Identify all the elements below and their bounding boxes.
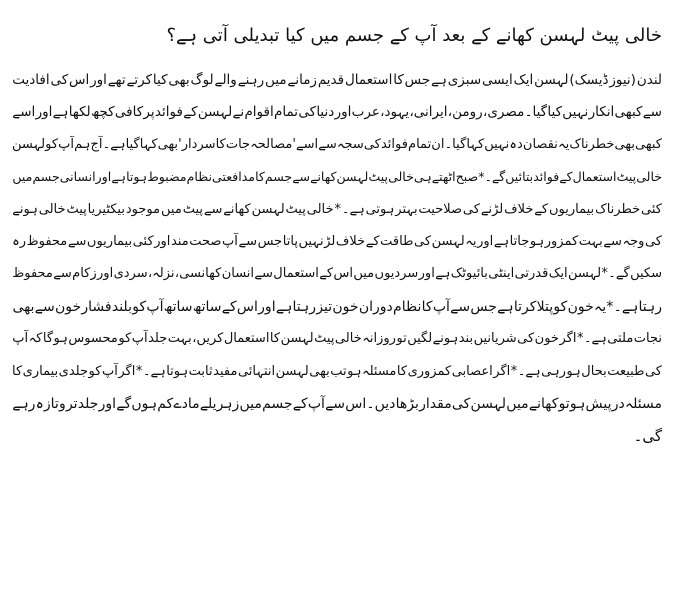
article-headline: خالی پیٹ لہسن کھانے کے بعد آپ کے جسم میں کیا تبدیلی آتی ہے؟ [166, 25, 662, 46]
article-line: سکیں گے۔ * لہسن ایک قدرتی اینٹی بائیوٹک ہے اور سردیوں میں اس کے استعمال سے انسان کھانسی، نزلہ، سردی اور زکام سے محفوظ [12, 266, 662, 282]
article-line: خالی پیٹ استعمال کے فوائد بتائیں گے۔ * صبح اٹھتے ہی خالی پیٹ لہسن کھانے سے جسم کا مدافعتی نظام مضبوط ہوتا ہے اور انسانی جسم میں [12, 169, 662, 185]
article-line: مسئلہ در پیش ہو تو کھانے میں لہسن کی مقدار بڑھا دیں۔ اس سے آپ کے جسم میں زہریلے مادے کم ہوں گے اور جلد تر و تازہ رہے [12, 395, 662, 412]
article-line: گی۔ [633, 427, 662, 446]
article-line: کی طبیعت بحال ہو رہی ہے۔ * اگر اعصابی کمزوری کا مسئلہ ہو تب بھی لہسن انتہائی مفید ثابت ہوتا ہے۔ * اگر آپ کو جلدی بیماری کا [12, 363, 662, 379]
article-line: رہتا ہے۔ * یہ خون کو پتلا کرتا ہے جس سے آپ کا نظام دوران خون تیز رہتا ہے اور اس کے ساتھ ساتھ آپ کو بلند فشار خون سے بھی [12, 298, 662, 315]
article-line: کبھی بھی خطرناک یہ نقصان دہ نہیں کہا گیا۔ ان تمام فوائد کی سجہ سے اسے 'مصالحہ جات کا سردار' بھی کہا گیا ہے۔ آج ہم آپ کو لہسن [12, 136, 662, 152]
article-line: لندن (نیوز ڈیسک) لہسن ایک ایسی سبزی ہے جس کا استعمال قدیم زمانے میں رہنے والے لوگ بھی کیا کرتے تھے اور اس کی افادیت [12, 72, 662, 88]
article-line: نجات ملتی ہے۔ * اگر خون کی شریانیں بند ہونے لگیں تو روزانہ خالی پیٹ لہسن کا استعمال کریں، بہت جلد آپ کو محسوس ہو گا کہ آپ [12, 331, 662, 347]
article-line: کئی خطرناک بیماریوں کے خلاف لڑنے کی صلاحیت بہتر ہوتی ہے۔ * خالی پیٹ لہسن کھانے سے پیٹ میں موجود بیکٹیریا پیٹ خالی ہونے [12, 201, 662, 217]
article-line: کی وجہ سے بہت کمزور ہو جاتا ہے اور یہ لہسن کی طاقت کے خلاف لڑ نہیں پاتا جس سے آپ صحت مند اور کئی بیماریوں سے محفوظ رہ [12, 233, 662, 249]
article-line: سے کبھی انکار نہیں کیا گیا۔ مصری، رومن، ایرانی، یہود، عرب اور دنیا کی تمام اقوام نے لہسن کے فوائد پر کافی کچھ لکھا ہے اور اسے [12, 104, 662, 121]
article-body [12, 64, 662, 453]
